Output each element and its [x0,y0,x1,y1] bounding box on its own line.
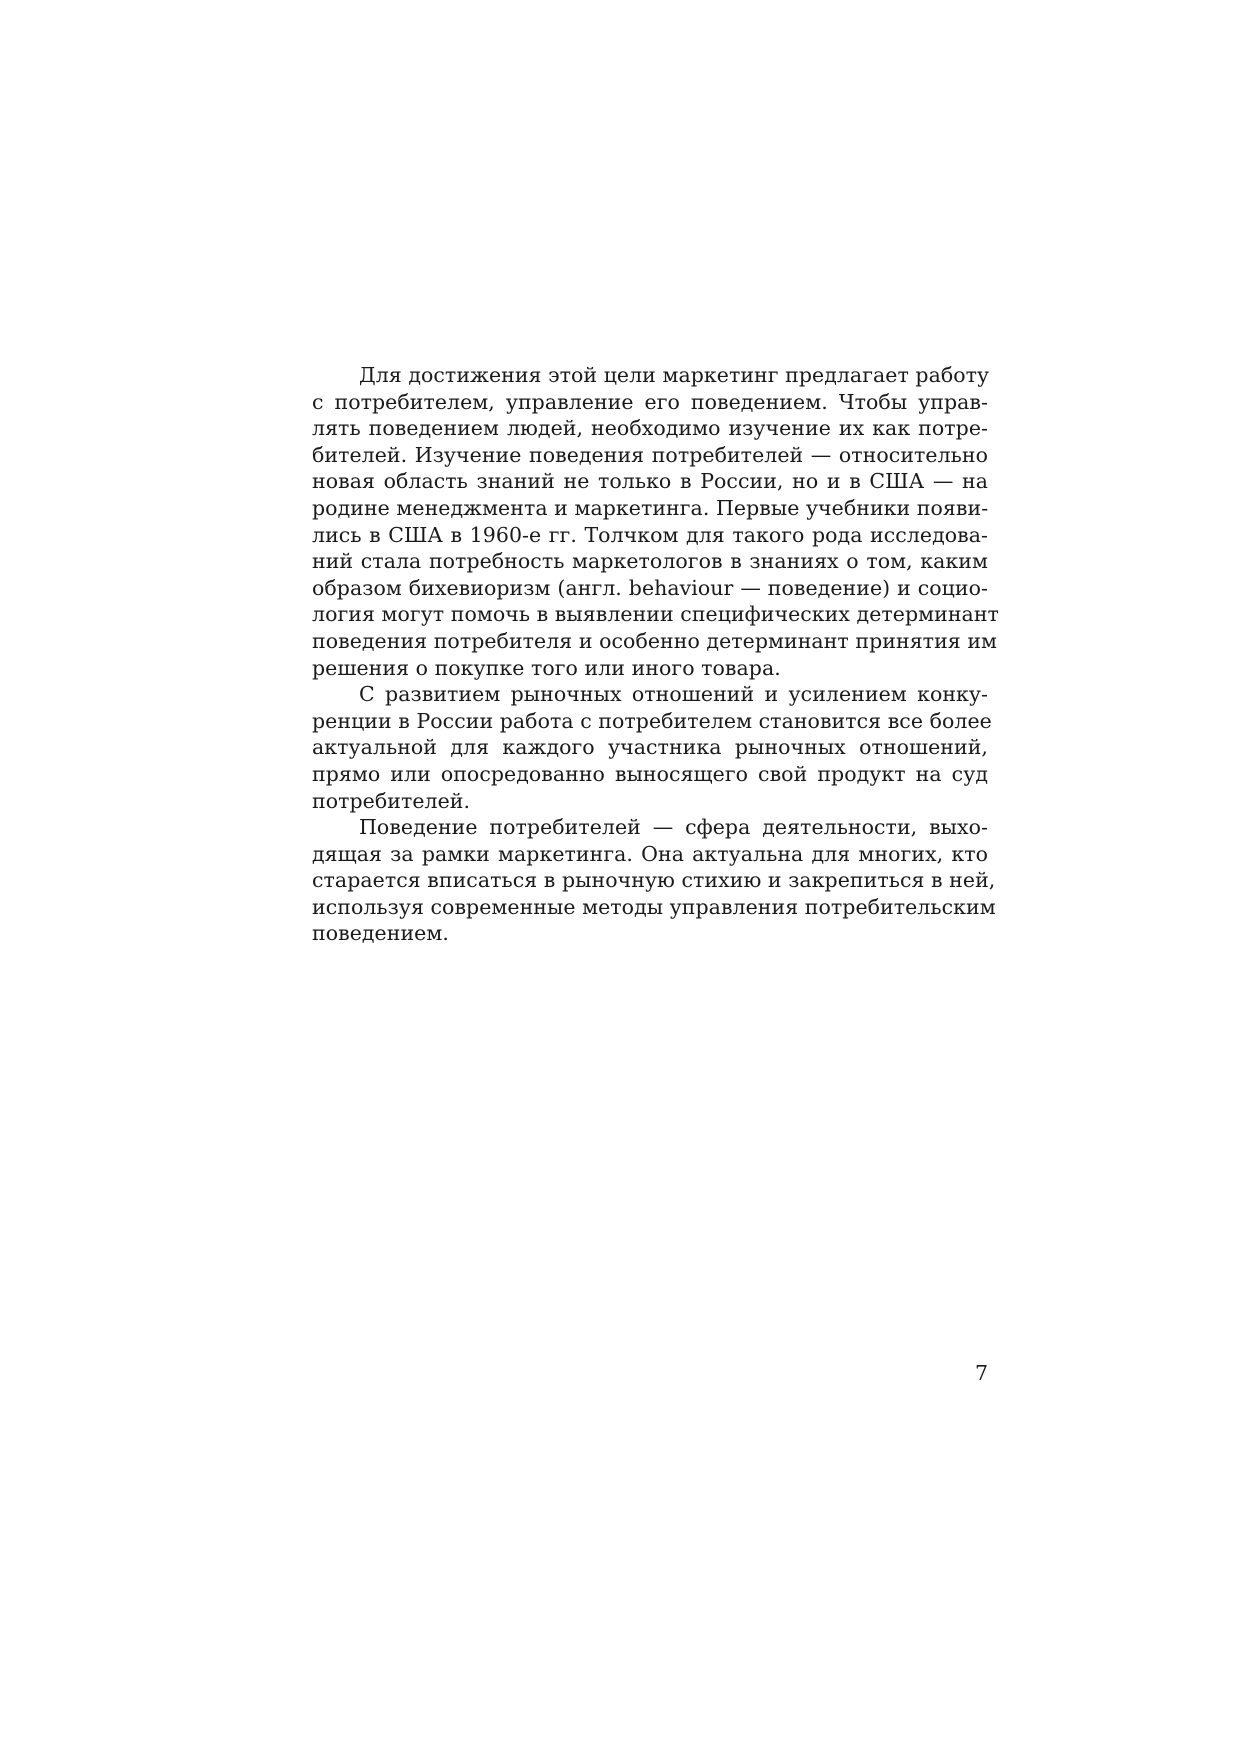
text-line: бителей. Изучение поведения потребителей — относительно [312,442,988,467]
text-line: актуальной для каждого участника рыночных отношений, [312,735,988,760]
text-line: ний стала потребность маркетологов в знаниях о том, каким [312,549,988,574]
text-line: Для достижения этой цели маркетинг предлагает работу [359,363,990,387]
text-line: поведения потребителя и особенно детерминант принятия им [312,628,998,653]
text-line: дящая за рамки маркетинга. Она актуальна для многих, кто [312,841,988,866]
paragraph-3 [312,814,996,947]
text-line: поведением. [312,921,449,946]
text-line: Поведение потребителей — сфера деятельности, выхо- [359,815,988,840]
text-line: родине менеджмента и маркетинга. Первые учебники появи- [312,495,989,520]
text-line: потребителей. [312,788,471,813]
text-line: С развитием рыночных отношений и усилением конку- [359,682,988,707]
text-line: ренции в России работа с потребителем становится все более [312,708,992,733]
text-line: с потребителем, управление его поведением. Чтобы управ- [312,389,988,414]
text-line: прямо или опосредованно выносящего свой продукт на суд [312,761,988,786]
text-line: лись в США в 1960-е гг. Толчком для такого рода исследова- [312,522,988,547]
page-number: 7 [974,1361,988,1385]
paragraph-2 [312,681,992,814]
text-line: логия могут помочь в выявлении специфических детерминант [312,602,999,627]
text-line: старается вписаться в рыночную стихию и закрепиться в ней, [312,868,996,893]
text-line: используя современные методы управления потребительским [312,894,996,919]
text-line: новая область знаний не только в России, но и в США — на [312,469,988,494]
text-line: лять поведением людей, необходимо изучение их как потре- [312,416,988,441]
text-line: образом бихевиоризм (англ. behaviour — поведение) и социо- [312,575,988,600]
body-text [312,362,999,947]
text-line: решения о покупке того или иного товара. [312,655,781,680]
paragraph-1 [312,362,999,681]
